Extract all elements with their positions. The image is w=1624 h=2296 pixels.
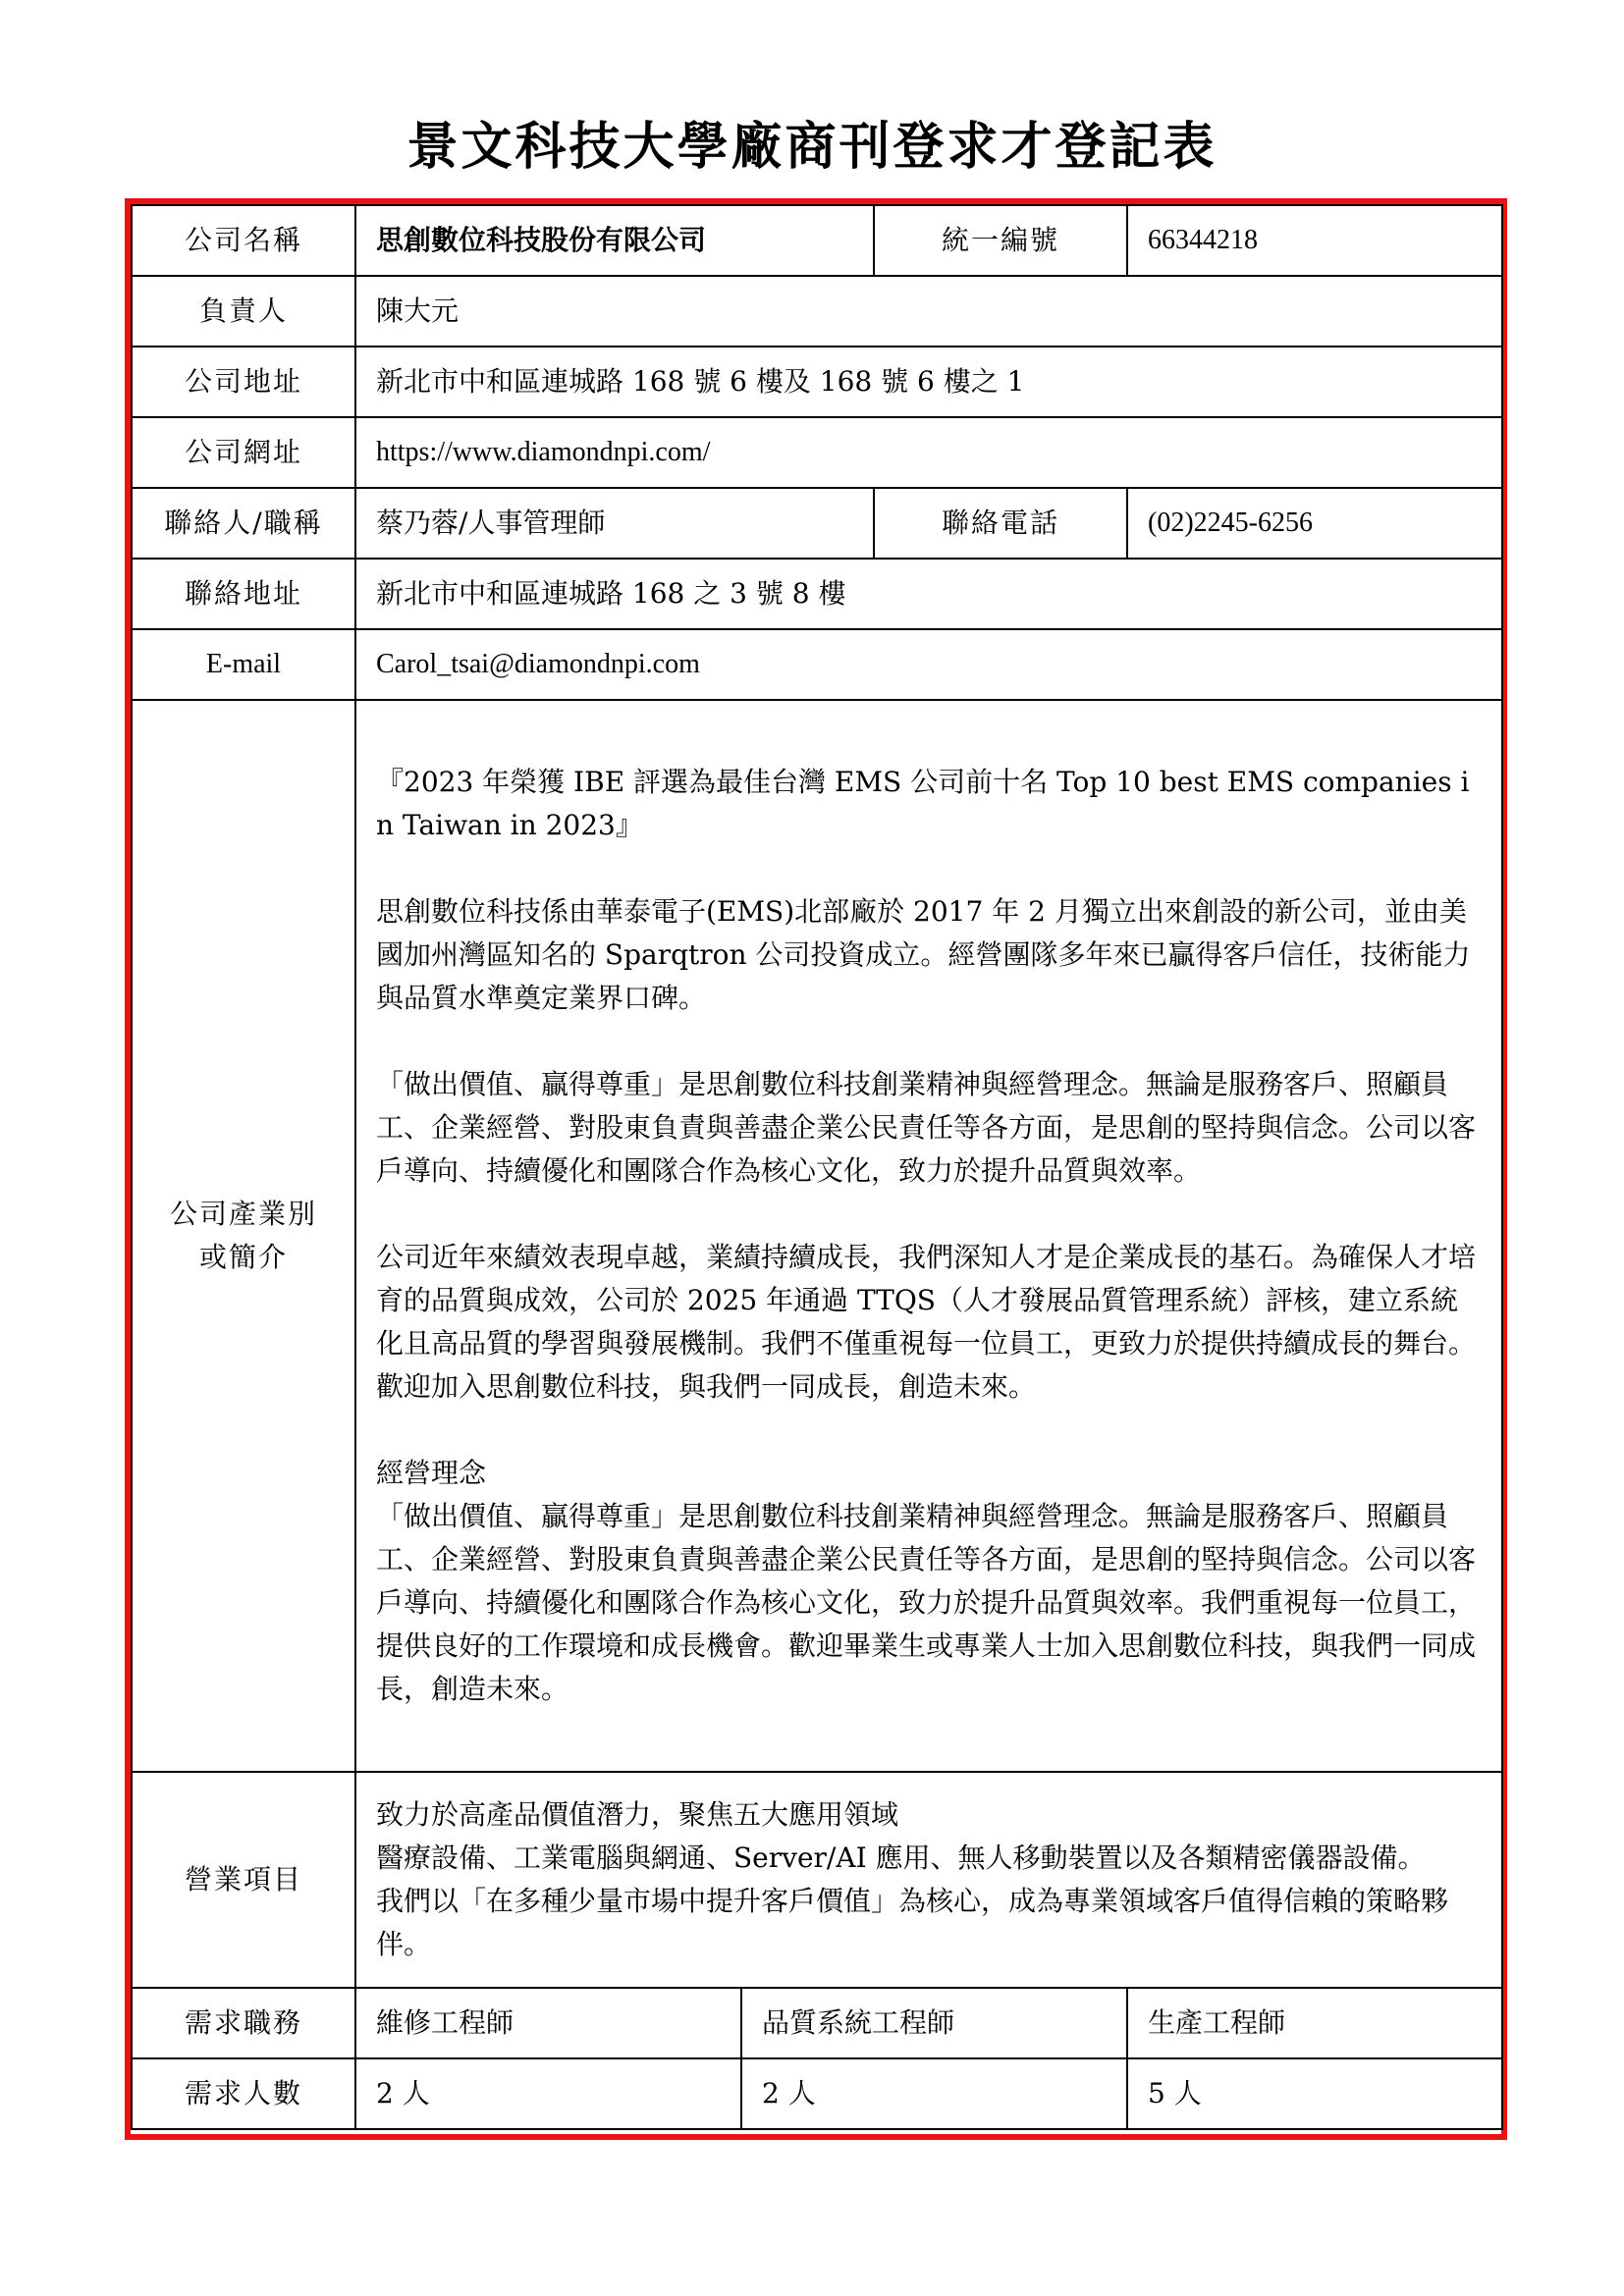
label-email: E-mail: [132, 629, 355, 700]
intro-spacer: [376, 1193, 1482, 1236]
phone-value: (02)2245-6256: [1127, 488, 1502, 559]
intro-paragraph: 思創數位科技係由華泰電子(EMS)北部廠於 2017 年 2 月獨立出來創設的新公司，並由美國加州灣區知名的 Sparqtron 公司投資成立。經營團隊多年來已贏得客戶信任，技術能力與品質水準奠定業界口碑。: [376, 895, 1471, 1014]
label-phone: 聯絡電話: [874, 488, 1127, 559]
row-representative: [132, 276, 1502, 347]
label-business: 營業項目: [132, 1772, 355, 1988]
company-name-value: 思創數位科技股份有限公司: [355, 205, 874, 276]
intro-heading: 經營理念: [376, 1457, 487, 1489]
row-headcount: [132, 2058, 1502, 2129]
headcount-cell: 2 人: [741, 2058, 1127, 2129]
intro-spacer: [376, 1409, 1482, 1452]
label-headcount: 需求人數: [132, 2058, 355, 2129]
label-website: 公司網址: [132, 417, 355, 488]
row-contact: [132, 488, 1502, 559]
business-line: 醫療設備、工業電腦與網通、Server/AI 應用、無人移動裝置以及各類精密儀器設備。: [376, 1842, 1426, 1874]
row-email: [132, 629, 1502, 700]
business-line: 我們以「在多種少量市場中提升客戶價值」為核心，成為專業領域客戶值得信賴的策略夥伴。: [376, 1885, 1449, 1960]
row-website: [132, 417, 1502, 488]
intro-paragraph: 「做出價值、贏得尊重」是思創數位科技創業精神與經營理念。無論是服務客戶、照顧員工、企業經營、對股東負責與善盡企業公民責任等各方面，是思創的堅持與信念。公司以客戶導向、持續優化和團隊合作為核心文化，致力於提升品質與效率。: [376, 1068, 1477, 1187]
label-industry-line1: 公司產業別: [169, 1198, 317, 1230]
representative-value: 陳大元: [355, 276, 1502, 347]
row-business: [132, 1772, 1502, 1988]
position-cell: 維修工程師: [355, 1988, 741, 2058]
website-value: https://www.diamondnpi.com/: [355, 417, 1502, 488]
headcount-cell: 2 人: [355, 2058, 741, 2129]
label-address: 公司地址: [132, 347, 355, 417]
tax-id-value: 66344218: [1127, 205, 1502, 276]
row-address: [132, 347, 1502, 417]
intro-paragraph: 『2023 年榮獲 IBE 評選為最佳台灣 EMS 公司前十名 Top 10 best EMS companies in Taiwan in 2023』: [376, 766, 1470, 841]
intro-paragraph: 公司近年來績效表現卓越，業績持續成長，我們深知人才是企業成長的基石。為確保人才培育的品質與成效，公司於 2025 年通過 TTQS（人才發展品質管理系統）評核，建立系統化且高品質的學習與發展機制。我們不僅重視每一位員工，更致力於提供持續成長的舞台。歡迎加入思創數位科技，與我們一同成長，創造未來。: [376, 1241, 1477, 1403]
label-company-name: 公司名稱: [132, 205, 355, 276]
label-positions: 需求職務: [132, 1988, 355, 2058]
label-contact-address: 聯絡地址: [132, 559, 355, 629]
intro-spacer: [376, 1020, 1482, 1063]
position-cell: 生產工程師: [1127, 1988, 1502, 2058]
contact-address-value: 新北市中和區連城路 168 之 3 號 8 樓: [355, 559, 1502, 629]
business-line: 致力於高產品價值潛力，聚焦五大應用領域: [376, 1798, 899, 1831]
label-contact: 聯絡人/職稱: [132, 488, 355, 559]
address-value: 新北市中和區連城路 168 號 6 樓及 168 號 6 樓之 1: [355, 347, 1502, 417]
label-representative: 負責人: [132, 276, 355, 347]
company-intro-text: [355, 700, 1502, 1772]
headcount-cell: 5 人: [1127, 2058, 1502, 2129]
row-positions: [132, 1988, 1502, 2058]
email-value: Carol_tsai@diamondnpi.com: [355, 629, 1502, 700]
registration-form: [131, 204, 1503, 2130]
intro-spacer: [376, 847, 1482, 890]
label-industry-line2: 或簡介: [198, 1241, 288, 1273]
contact-value: 蔡乃蓉/人事管理師: [355, 488, 874, 559]
row-contact-address: [132, 559, 1502, 629]
business-text: [355, 1772, 1502, 1988]
position-cell: 品質系統工程師: [741, 1988, 1127, 2058]
label-industry-intro: [132, 700, 355, 1772]
row-company-name: [132, 205, 1502, 276]
intro-paragraph: 「做出價值、贏得尊重」是思創數位科技創業精神與經營理念。無論是服務客戶、照顧員工、企業經營、對股東負責與善盡企業公民責任等各方面，是思創的堅持與信念。公司以客戶導向、持續優化和團隊合作為核心文化，致力於提升品質與效率。我們重視每一位員工，提供良好的工作環境和成長機會。歡迎畢業生或專業人士加入思創數位科技，與我們一同成長，創造未來。: [376, 1500, 1477, 1705]
page-title: 景文科技大學廠商刊登求才登記表: [406, 117, 1218, 177]
row-company-intro: [132, 700, 1502, 1772]
label-tax-id: 統一編號: [874, 205, 1127, 276]
